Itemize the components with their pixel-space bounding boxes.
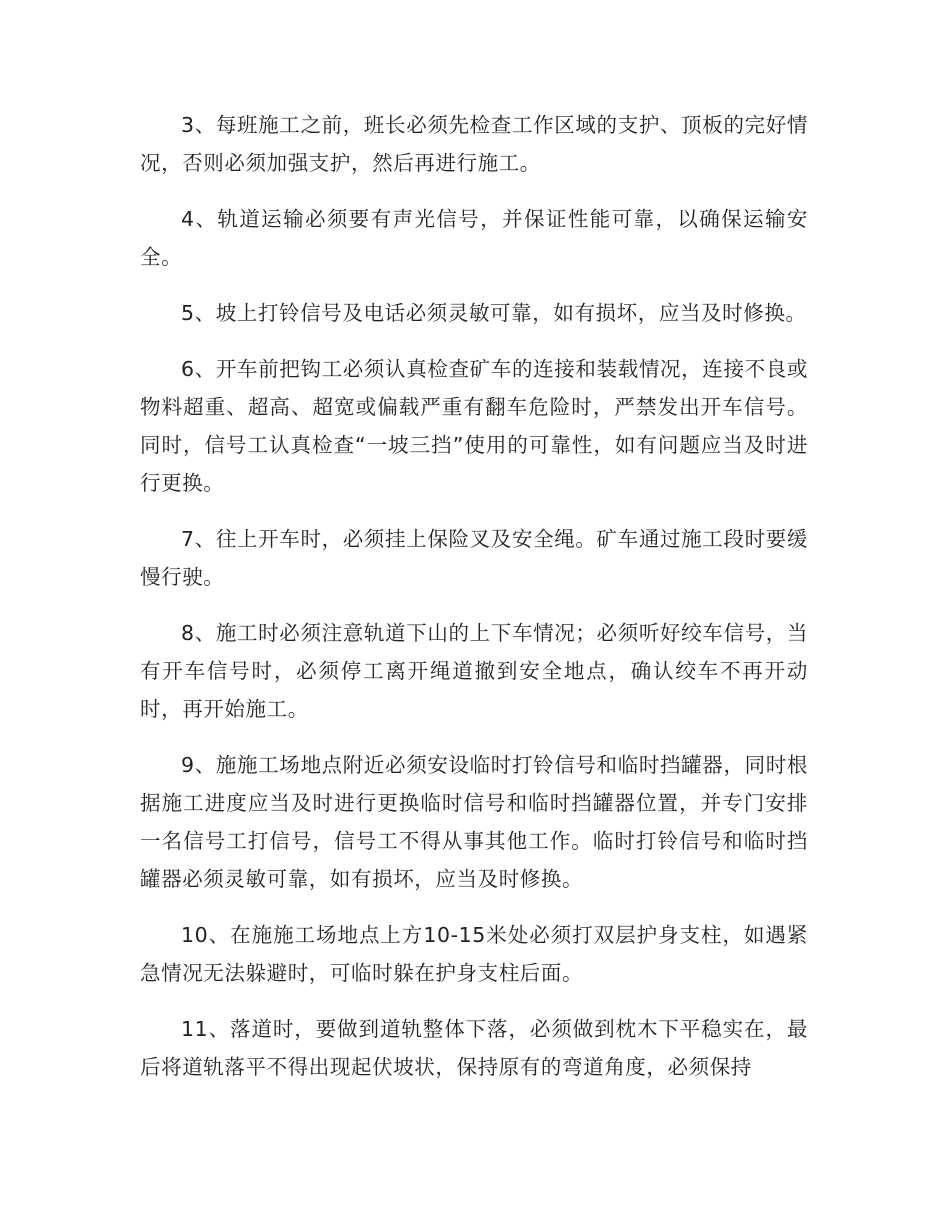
- paragraph-8: 8、施工时必须注意轨道下山的上下车情况；必须听好绞车信号，当有开车信号时，必须停工离开绳道撤到安全地点，确认绞车不再开动时，再开始施工。: [140, 621, 808, 721]
- paragraph-6: 6、开车前把钩工必须认真检查矿车的连接和装载情况，连接不良或物料超重、超高、超宽或偏载严重有翻车危险时，严禁发出开车信号。同时，信号工认真检查“一坡三挡”使用的可靠性，如有问题应当及时进行更换。: [140, 357, 808, 495]
- paragraph-7: 7、往上开车时，必须挂上保险叉及安全绳。矿车通过施工段时要缓慢行驶。: [140, 527, 808, 589]
- paragraph-5: 5、坡上打铃信号及电话必须灵敏可靠，如有损坏，应当及时修换。: [181, 301, 807, 325]
- paragraph-10: 10、在施施工场地点上方10-15米处必须打双层护身支柱，如遇紧急情况无法躲避时，可临时躲在护身支柱后面。: [140, 923, 808, 985]
- paragraph-3: 3、每班施工之前，班长必须先检查工作区域的支护、顶板的完好情况，否则必须加强支护，然后再进行施工。: [140, 113, 808, 175]
- paragraph-11: 11、落道时，要做到道轨整体下落，必须做到枕木下平稳实在，最后将道轨落平不得出现起伏坡状，保持原有的弯道角度，必须保持: [140, 1017, 808, 1079]
- document-body: [140, 106, 808, 1104]
- paragraph-4: 4、轨道运输必须要有声光信号，并保证性能可靠，以确保运输安全。: [140, 207, 808, 269]
- paragraph-9: 9、施施工场地点附近必须安设临时打铃信号和临时挡罐器，同时根据施工进度应当及时进行更换临时信号和临时挡罐器位置，并专门安排一名信号工打信号，信号工不得从事其他工作。临时打铃信号和临时挡罐器必须灵敏可靠，如有损坏，应当及时修换。: [140, 753, 808, 891]
